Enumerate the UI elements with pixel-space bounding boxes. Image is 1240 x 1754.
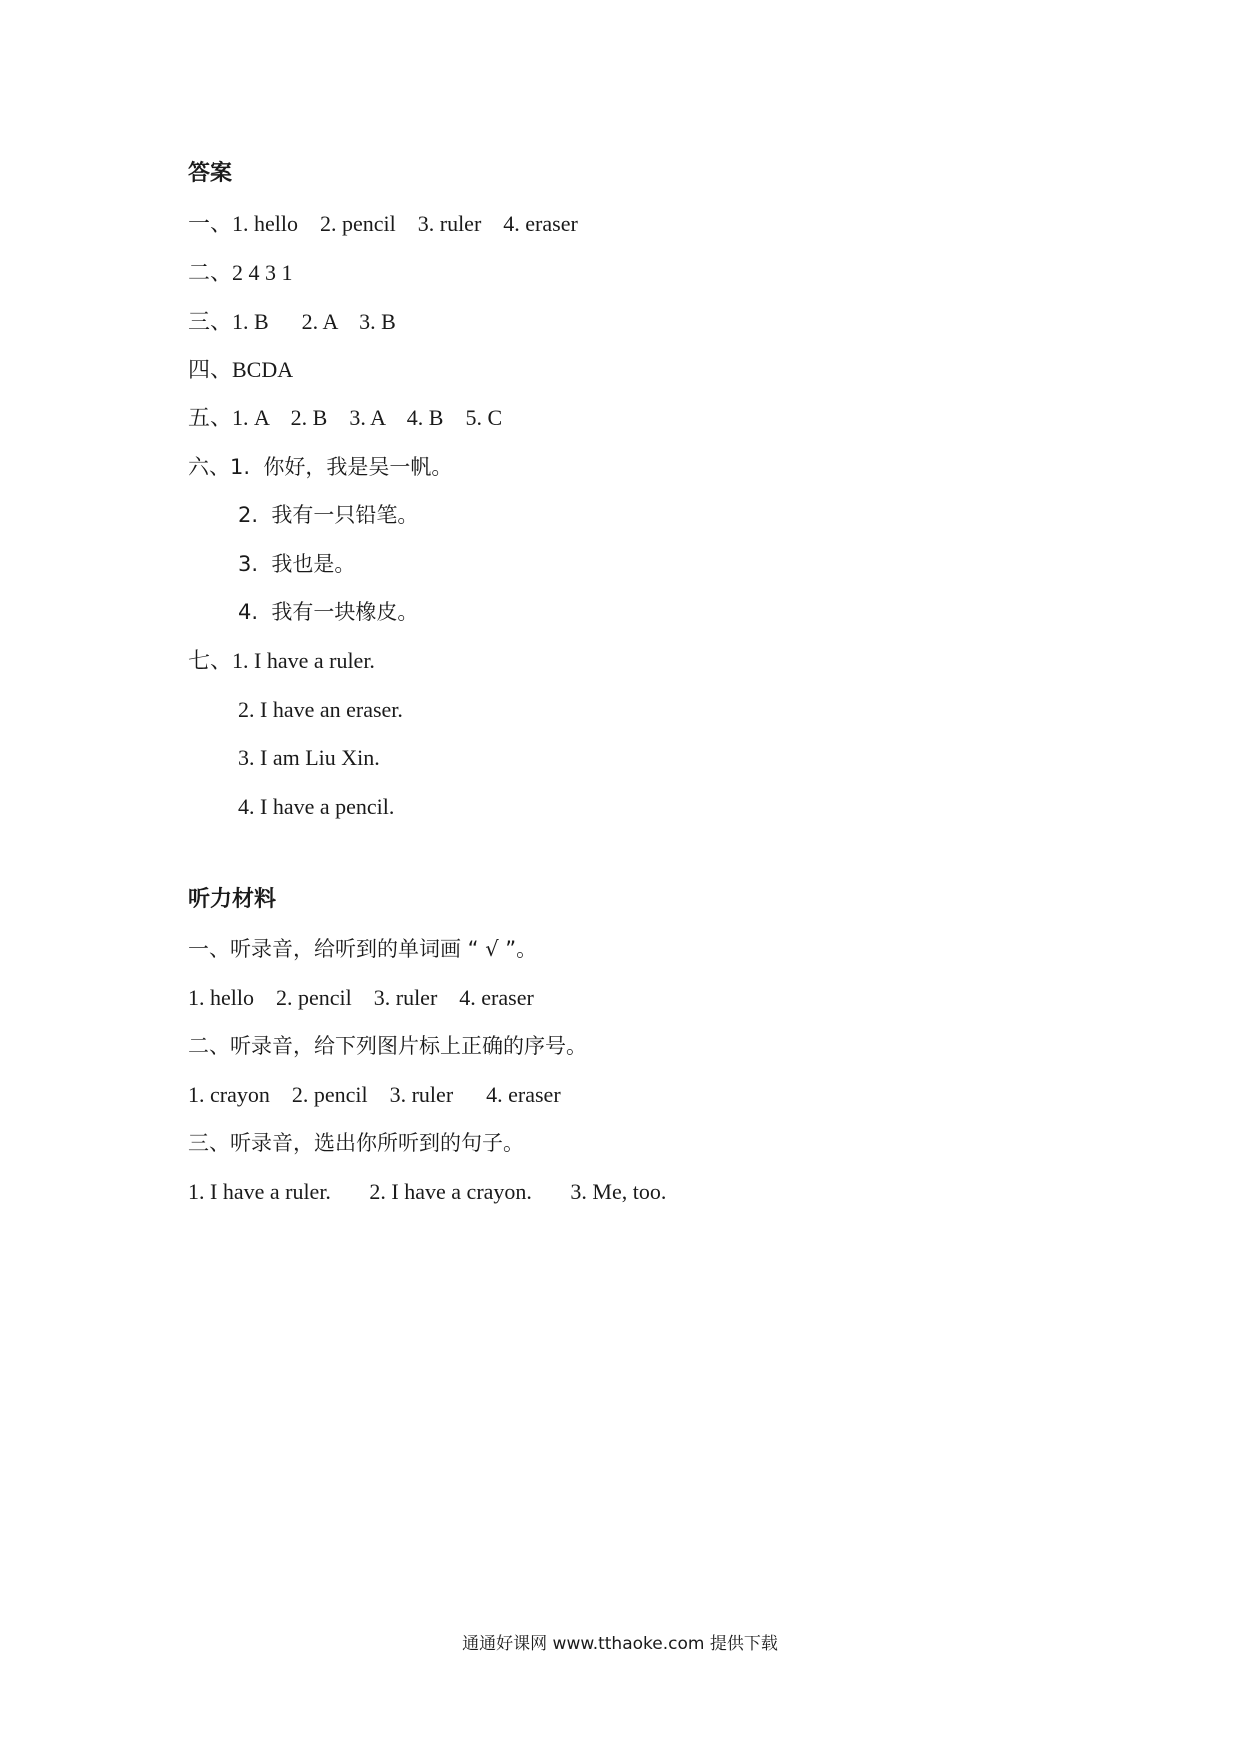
answer-line-7-4: 4. I have a pencil. [238, 794, 395, 819]
answer-line-7-3: 3. I am Liu Xin. [238, 745, 380, 770]
answer-line-6-4: 4. 我有一块橡皮。 [238, 600, 419, 624]
answer-line-6-3: 3. 我也是。 [238, 552, 356, 576]
listening-line-2: 1. hello 2. pencil 3. ruler 4. eraser [188, 985, 534, 1010]
answer-line-6-2: 2. 我有一只铅笔。 [238, 503, 419, 527]
listening-line-5: 三、听录音，选出你所听到的句子。 [188, 1131, 524, 1155]
answers-heading: 答案 [188, 161, 233, 186]
answer-line-7-1: 七、1. I have a ruler. [188, 648, 375, 673]
answer-line-7-2: 2. I have an eraser. [238, 697, 403, 722]
listening-line-4: 1. crayon 2. pencil 3. ruler 4. eraser [188, 1082, 561, 1107]
answer-line-2: 二、2 4 3 1 [188, 260, 293, 285]
answer-line-3: 三、1. B 2. A 3. B [188, 309, 396, 334]
listening-line-6: 1. I have a ruler. 2. I have a crayon. 3. Me, too. [188, 1179, 667, 1204]
answer-line-1: 一、1. hello 2. pencil 3. ruler 4. eraser [188, 211, 578, 236]
answer-line-6-1: 六、1. 你好，我是吴一帆。 [188, 455, 453, 479]
answer-line-5: 五、1. A 2. B 3. A 4. B 5. C [188, 405, 503, 430]
page-footer: 通通好课网 www.tthaoke.com 提供下载 [462, 1634, 778, 1654]
listening-line-1: 一、听录音，给听到的单词画 “ √ ”。 [188, 937, 538, 961]
listening-heading: 听力材料 [188, 887, 277, 912]
answer-line-4: 四、BCDA [188, 357, 294, 382]
listening-line-3: 二、听录音，给下列图片标上正确的序号。 [188, 1034, 587, 1058]
